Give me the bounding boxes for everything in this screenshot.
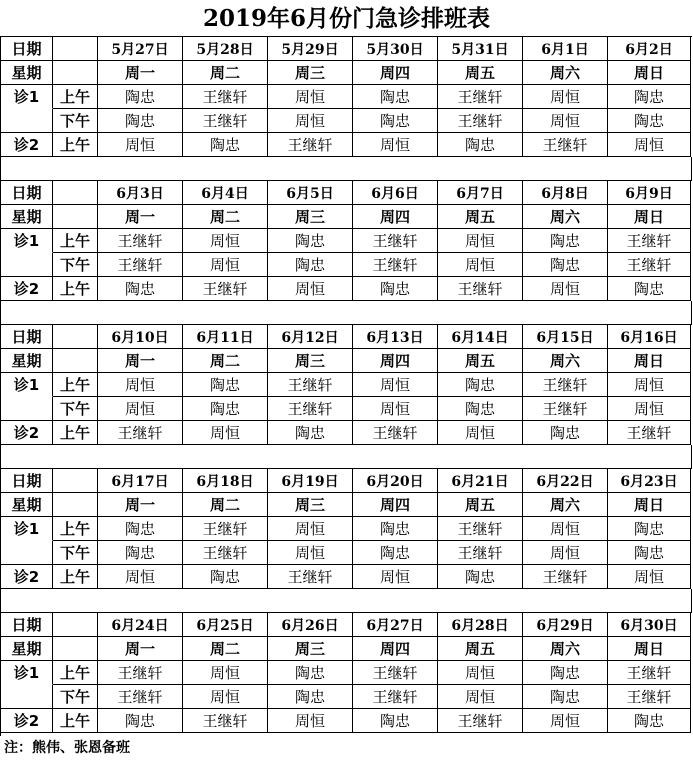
doctor-cell: 周恒 xyxy=(183,421,268,445)
row-label-weekday: 星期 xyxy=(1,637,53,661)
date-cell: 6月19日 xyxy=(268,469,353,493)
doctor-cell: 陶忠 xyxy=(608,709,691,733)
date-cell: 6月20日 xyxy=(353,469,438,493)
doctor-cell: 王继轩 xyxy=(183,517,268,541)
date-cell: 6月1日 xyxy=(523,37,608,61)
weekday-cell: 周四 xyxy=(353,349,438,373)
weekday-cell: 周六 xyxy=(523,493,608,517)
doctor-cell: 王继轩 xyxy=(353,229,438,253)
weekday-cell: 周三 xyxy=(268,637,353,661)
doctor-cell: 陶忠 xyxy=(438,565,523,589)
doctor-cell: 王继轩 xyxy=(183,541,268,565)
doctor-cell: 周恒 xyxy=(523,517,608,541)
doctor-cell: 王继轩 xyxy=(98,685,183,709)
doctor-cell: 周恒 xyxy=(608,373,691,397)
weekday-cell: 周五 xyxy=(438,349,523,373)
week-spacer xyxy=(1,445,692,469)
date-cell: 6月9日 xyxy=(608,181,691,205)
doctor-cell: 陶忠 xyxy=(268,229,353,253)
table-row xyxy=(1,373,692,397)
doctor-cell: 陶忠 xyxy=(353,85,438,109)
session-label-pm: 下午 xyxy=(53,685,98,709)
weekday-cell: 周三 xyxy=(268,61,353,85)
week-spacer xyxy=(1,157,692,181)
doctor-cell: 王继轩 xyxy=(268,373,353,397)
week-spacer xyxy=(1,589,692,613)
weekday-cell: 周三 xyxy=(268,493,353,517)
doctor-cell: 周恒 xyxy=(98,565,183,589)
doctor-cell: 周恒 xyxy=(523,541,608,565)
date-cell: 5月31日 xyxy=(438,37,523,61)
doctor-cell: 陶忠 xyxy=(438,133,523,157)
weekday-cell: 周五 xyxy=(438,637,523,661)
doctor-cell: 周恒 xyxy=(268,517,353,541)
row-label-clinic1: 诊1 xyxy=(1,229,53,253)
doctor-cell: 周恒 xyxy=(183,685,268,709)
doctor-cell: 周恒 xyxy=(438,253,523,277)
doctor-cell: 王继轩 xyxy=(353,661,438,685)
weekday-cell: 周六 xyxy=(523,61,608,85)
schedule-table xyxy=(0,36,692,736)
weekday-cell: 周五 xyxy=(438,205,523,229)
doctor-cell: 陶忠 xyxy=(98,85,183,109)
date-cell: 5月30日 xyxy=(353,37,438,61)
weekday-cell: 周二 xyxy=(183,349,268,373)
session-label-pm: 下午 xyxy=(53,541,98,565)
weekday-cell: 周三 xyxy=(268,349,353,373)
empty-cell xyxy=(53,181,98,205)
row-label-weekday: 星期 xyxy=(1,205,53,229)
date-cell: 6月5日 xyxy=(268,181,353,205)
doctor-cell: 周恒 xyxy=(523,709,608,733)
table-row xyxy=(1,421,692,445)
doctor-cell: 陶忠 xyxy=(608,109,691,133)
session-label-am: 上午 xyxy=(53,517,98,541)
session-label-pm: 下午 xyxy=(53,109,98,133)
weekday-cell: 周三 xyxy=(268,205,353,229)
spacer-cell xyxy=(1,301,692,325)
row-label-clinic2: 诊2 xyxy=(1,709,53,733)
weekday-cell: 周一 xyxy=(98,61,183,85)
session-label-am: 上午 xyxy=(53,373,98,397)
empty-cell xyxy=(53,613,98,637)
doctor-cell: 陶忠 xyxy=(353,541,438,565)
empty-cell xyxy=(1,685,53,709)
doctor-cell: 周恒 xyxy=(268,277,353,301)
date-cell: 5月27日 xyxy=(98,37,183,61)
doctor-cell: 陶忠 xyxy=(183,397,268,421)
doctor-cell: 周恒 xyxy=(353,565,438,589)
doctor-cell: 王继轩 xyxy=(268,133,353,157)
doctor-cell: 周恒 xyxy=(608,397,691,421)
table-row xyxy=(1,637,692,661)
doctor-cell: 陶忠 xyxy=(353,709,438,733)
doctor-cell: 陶忠 xyxy=(268,421,353,445)
doctor-cell: 陶忠 xyxy=(353,109,438,133)
table-row xyxy=(1,565,692,589)
doctor-cell: 陶忠 xyxy=(183,133,268,157)
table-row xyxy=(1,493,692,517)
session-label-am: 上午 xyxy=(53,229,98,253)
row-label-date: 日期 xyxy=(1,325,53,349)
session-label-pm: 下午 xyxy=(53,397,98,421)
doctor-cell: 陶忠 xyxy=(353,277,438,301)
date-cell: 6月10日 xyxy=(98,325,183,349)
doctor-cell: 王继轩 xyxy=(98,661,183,685)
doctor-cell: 王继轩 xyxy=(98,421,183,445)
table-row xyxy=(1,613,692,637)
date-cell: 5月29日 xyxy=(268,37,353,61)
doctor-cell: 周恒 xyxy=(183,661,268,685)
row-label-clinic1: 诊1 xyxy=(1,373,53,397)
doctor-cell: 周恒 xyxy=(523,109,608,133)
weekday-cell: 周日 xyxy=(608,493,691,517)
row-label-date: 日期 xyxy=(1,613,53,637)
row-label-clinic2: 诊2 xyxy=(1,565,53,589)
doctor-cell: 陶忠 xyxy=(268,661,353,685)
table-row xyxy=(1,181,692,205)
doctor-cell: 陶忠 xyxy=(523,253,608,277)
table-row xyxy=(1,349,692,373)
empty-cell xyxy=(53,37,98,61)
doctor-cell: 周恒 xyxy=(183,253,268,277)
date-cell: 6月16日 xyxy=(608,325,691,349)
weekday-cell: 周六 xyxy=(523,349,608,373)
weekday-cell: 周二 xyxy=(183,61,268,85)
session-label-am: 上午 xyxy=(53,709,98,733)
doctor-cell: 陶忠 xyxy=(98,709,183,733)
empty-cell xyxy=(53,493,98,517)
doctor-cell: 王继轩 xyxy=(438,277,523,301)
doctor-cell: 王继轩 xyxy=(183,109,268,133)
table-row xyxy=(1,661,692,685)
doctor-cell: 王继轩 xyxy=(353,421,438,445)
row-label-date: 日期 xyxy=(1,37,53,61)
doctor-cell: 陶忠 xyxy=(438,373,523,397)
date-cell: 6月28日 xyxy=(438,613,523,637)
doctor-cell: 周恒 xyxy=(268,709,353,733)
weekday-cell: 周四 xyxy=(353,493,438,517)
empty-cell xyxy=(53,637,98,661)
date-cell: 5月28日 xyxy=(183,37,268,61)
doctor-cell: 周恒 xyxy=(523,277,608,301)
doctor-cell: 周恒 xyxy=(353,397,438,421)
date-cell: 6月7日 xyxy=(438,181,523,205)
date-cell: 6月13日 xyxy=(353,325,438,349)
footer-note: 注：熊伟、张恩备班 xyxy=(4,740,130,756)
doctor-cell: 王继轩 xyxy=(353,685,438,709)
doctor-cell: 王继轩 xyxy=(268,565,353,589)
doctor-cell: 王继轩 xyxy=(98,229,183,253)
row-label-weekday: 星期 xyxy=(1,61,53,85)
doctor-cell: 王继轩 xyxy=(183,277,268,301)
table-row xyxy=(1,61,692,85)
weekday-cell: 周六 xyxy=(523,205,608,229)
session-label-am: 上午 xyxy=(53,85,98,109)
date-cell: 6月21日 xyxy=(438,469,523,493)
doctor-cell: 陶忠 xyxy=(98,109,183,133)
doctor-cell: 陶忠 xyxy=(608,277,691,301)
doctor-cell: 周恒 xyxy=(438,229,523,253)
doctor-cell: 周恒 xyxy=(608,133,691,157)
weekday-cell: 周日 xyxy=(608,637,691,661)
weekday-cell: 周一 xyxy=(98,205,183,229)
date-cell: 6月3日 xyxy=(98,181,183,205)
weekday-cell: 周四 xyxy=(353,61,438,85)
date-cell: 6月27日 xyxy=(353,613,438,637)
empty-cell xyxy=(53,349,98,373)
doctor-cell: 陶忠 xyxy=(523,685,608,709)
empty-cell xyxy=(1,109,53,133)
doctor-cell: 陶忠 xyxy=(98,517,183,541)
doctor-cell: 周恒 xyxy=(98,373,183,397)
row-label-clinic2: 诊2 xyxy=(1,277,53,301)
doctor-cell: 王继轩 xyxy=(353,253,438,277)
row-label-clinic2: 诊2 xyxy=(1,421,53,445)
doctor-cell: 周恒 xyxy=(98,133,183,157)
row-label-clinic1: 诊1 xyxy=(1,661,53,685)
table-row xyxy=(1,37,692,61)
session-label-am: 上午 xyxy=(53,133,98,157)
doctor-cell: 周恒 xyxy=(268,109,353,133)
table-row xyxy=(1,397,692,421)
doctor-cell: 周恒 xyxy=(268,85,353,109)
date-cell: 6月6日 xyxy=(353,181,438,205)
doctor-cell: 陶忠 xyxy=(98,277,183,301)
date-cell: 6月4日 xyxy=(183,181,268,205)
doctor-cell: 陶忠 xyxy=(608,517,691,541)
row-label-clinic1: 诊1 xyxy=(1,517,53,541)
table-row xyxy=(1,325,692,349)
session-label-pm: 下午 xyxy=(53,253,98,277)
doctor-cell: 陶忠 xyxy=(268,253,353,277)
date-cell: 6月2日 xyxy=(608,37,691,61)
doctor-cell: 王继轩 xyxy=(523,133,608,157)
doctor-cell: 周恒 xyxy=(268,541,353,565)
doctor-cell: 王继轩 xyxy=(608,253,691,277)
doctor-cell: 王继轩 xyxy=(608,229,691,253)
doctor-cell: 陶忠 xyxy=(183,373,268,397)
empty-cell xyxy=(53,325,98,349)
doctor-cell: 陶忠 xyxy=(268,685,353,709)
doctor-cell: 周恒 xyxy=(98,397,183,421)
session-label-am: 上午 xyxy=(53,277,98,301)
weekday-cell: 周四 xyxy=(353,637,438,661)
doctor-cell: 王继轩 xyxy=(523,373,608,397)
weekday-cell: 周四 xyxy=(353,205,438,229)
weekday-cell: 周六 xyxy=(523,637,608,661)
table-row xyxy=(1,517,692,541)
date-cell: 6月25日 xyxy=(183,613,268,637)
doctor-cell: 王继轩 xyxy=(608,685,691,709)
table-row xyxy=(1,469,692,493)
weekday-cell: 周日 xyxy=(608,61,691,85)
row-label-date: 日期 xyxy=(1,469,53,493)
empty-cell xyxy=(1,541,53,565)
date-cell: 6月26日 xyxy=(268,613,353,637)
table-row xyxy=(1,709,692,733)
doctor-cell: 王继轩 xyxy=(183,709,268,733)
date-cell: 6月30日 xyxy=(608,613,691,637)
doctor-cell: 王继轩 xyxy=(523,397,608,421)
doctor-cell: 周恒 xyxy=(608,565,691,589)
weekday-cell: 周一 xyxy=(98,349,183,373)
doctor-cell: 陶忠 xyxy=(523,661,608,685)
empty-cell xyxy=(1,253,53,277)
table-row xyxy=(1,685,692,709)
page-title: 2019年6月份门急诊排班表 xyxy=(202,5,491,32)
date-cell: 6月11日 xyxy=(183,325,268,349)
spacer-cell xyxy=(1,445,692,469)
date-cell: 6月29日 xyxy=(523,613,608,637)
weekday-cell: 周日 xyxy=(608,349,691,373)
doctor-cell: 王继轩 xyxy=(608,421,691,445)
table-row xyxy=(1,205,692,229)
doctor-cell: 陶忠 xyxy=(608,541,691,565)
doctor-cell: 王继轩 xyxy=(523,565,608,589)
row-label-date: 日期 xyxy=(1,181,53,205)
table-row xyxy=(1,229,692,253)
table-row xyxy=(1,85,692,109)
doctor-cell: 陶忠 xyxy=(353,517,438,541)
weekday-cell: 周二 xyxy=(183,205,268,229)
weekday-cell: 周二 xyxy=(183,637,268,661)
weekday-cell: 周五 xyxy=(438,61,523,85)
weekday-cell: 周二 xyxy=(183,493,268,517)
doctor-cell: 陶忠 xyxy=(608,85,691,109)
empty-cell xyxy=(53,61,98,85)
doctor-cell: 周恒 xyxy=(353,373,438,397)
doctor-cell: 王继轩 xyxy=(183,85,268,109)
date-cell: 6月24日 xyxy=(98,613,183,637)
doctor-cell: 陶忠 xyxy=(523,229,608,253)
session-label-am: 上午 xyxy=(53,421,98,445)
empty-cell xyxy=(53,205,98,229)
weekday-cell: 周日 xyxy=(608,205,691,229)
doctor-cell: 王继轩 xyxy=(98,253,183,277)
table-row xyxy=(1,133,692,157)
doctor-cell: 周恒 xyxy=(438,685,523,709)
row-label-weekday: 星期 xyxy=(1,493,53,517)
doctor-cell: 周恒 xyxy=(438,421,523,445)
row-label-clinic2: 诊2 xyxy=(1,133,53,157)
date-cell: 6月18日 xyxy=(183,469,268,493)
doctor-cell: 王继轩 xyxy=(438,709,523,733)
weekday-cell: 周五 xyxy=(438,493,523,517)
doctor-cell: 周恒 xyxy=(183,229,268,253)
doctor-cell: 王继轩 xyxy=(438,517,523,541)
date-cell: 6月23日 xyxy=(608,469,691,493)
doctor-cell: 陶忠 xyxy=(523,421,608,445)
date-cell: 6月15日 xyxy=(523,325,608,349)
empty-cell xyxy=(53,469,98,493)
table-row xyxy=(1,253,692,277)
doctor-cell: 王继轩 xyxy=(608,661,691,685)
doctor-cell: 周恒 xyxy=(523,85,608,109)
weekday-cell: 周一 xyxy=(98,637,183,661)
table-row xyxy=(1,277,692,301)
spacer-cell xyxy=(1,157,692,181)
session-label-am: 上午 xyxy=(53,661,98,685)
doctor-cell: 王继轩 xyxy=(438,109,523,133)
table-row xyxy=(1,109,692,133)
row-label-weekday: 星期 xyxy=(1,349,53,373)
session-label-am: 上午 xyxy=(53,565,98,589)
weekday-cell: 周一 xyxy=(98,493,183,517)
doctor-cell: 王继轩 xyxy=(438,85,523,109)
date-cell: 6月12日 xyxy=(268,325,353,349)
doctor-cell: 陶忠 xyxy=(98,541,183,565)
spacer-cell xyxy=(1,589,692,613)
date-cell: 6月22日 xyxy=(523,469,608,493)
week-spacer xyxy=(1,301,692,325)
date-cell: 6月17日 xyxy=(98,469,183,493)
doctor-cell: 王继轩 xyxy=(268,397,353,421)
doctor-cell: 王继轩 xyxy=(438,541,523,565)
empty-cell xyxy=(1,397,53,421)
doctor-cell: 陶忠 xyxy=(438,397,523,421)
date-cell: 6月8日 xyxy=(523,181,608,205)
doctor-cell: 周恒 xyxy=(438,661,523,685)
row-label-clinic1: 诊1 xyxy=(1,85,53,109)
date-cell: 6月14日 xyxy=(438,325,523,349)
doctor-cell: 周恒 xyxy=(353,133,438,157)
doctor-cell: 陶忠 xyxy=(183,565,268,589)
table-row xyxy=(1,541,692,565)
